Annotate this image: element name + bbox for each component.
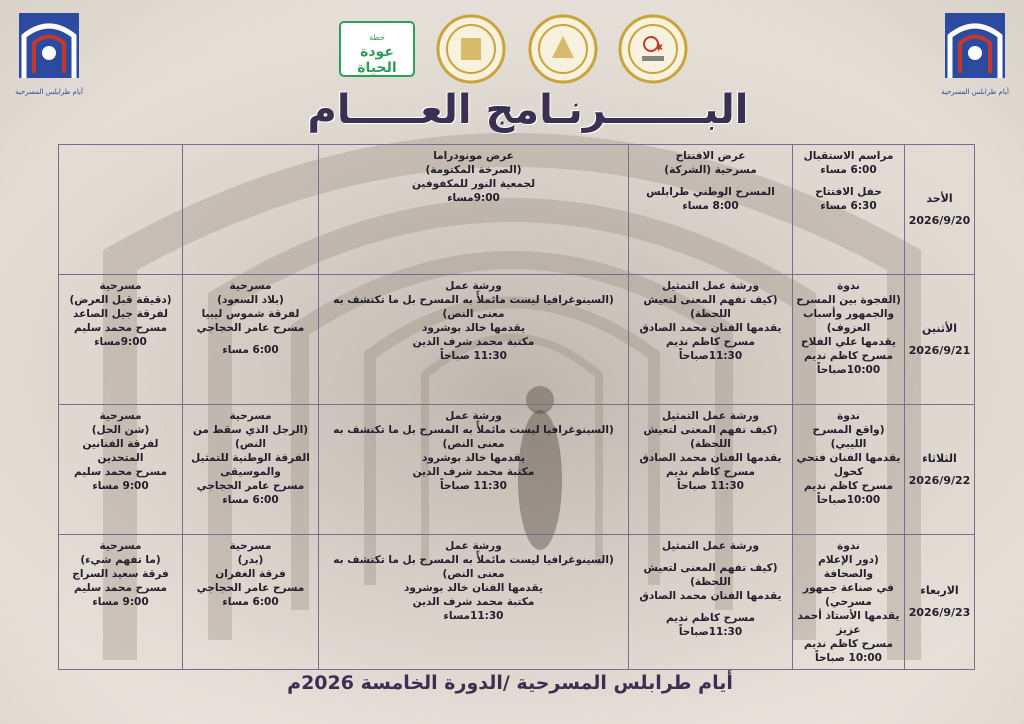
event-line: حفل الافتتاح (815, 186, 882, 198)
svg-text:عودة: عودة (360, 44, 394, 60)
event-line: لفرقة شموس ليبيا (201, 308, 300, 320)
event-line: 6:00 مساء (222, 494, 279, 506)
event-line: (ما تفهم شيء) (80, 554, 161, 566)
event-cell (59, 535, 183, 670)
event-line: لفرقة الفنانين المتحدين (82, 438, 159, 464)
day-name: الأثنين (922, 321, 957, 335)
event-line: عزيز (836, 624, 861, 636)
event-line: يقدمها علي الفلاح (801, 336, 896, 348)
emblem-seal-2 (528, 14, 598, 84)
event-line: ورشة عمل التمثيل (662, 410, 759, 422)
event-line: مسرحية (99, 280, 142, 292)
event-line: 9:00 مساء (92, 480, 149, 492)
event-line: (الرجل الذي سقط من (192, 424, 309, 436)
event-cell (59, 275, 183, 405)
day-cell (905, 145, 975, 275)
event-cell (629, 535, 793, 670)
event-line: (كيف تفهم المعنى لتعيش اللحظة) (643, 562, 778, 588)
event-line: مسرح كاظم نديم (804, 350, 893, 362)
event-line: 11:30 صباحاً (440, 480, 507, 492)
event-line: ورشة عمل التمثيل (662, 540, 759, 552)
campaign-logo (338, 20, 416, 78)
svg-text:خطة: خطة (369, 33, 385, 42)
event-line: مسرحية (229, 280, 272, 292)
event-line: مسرحي) (825, 596, 872, 608)
schedule-table (58, 144, 975, 670)
event-line: والجمهور وأسباب (802, 308, 895, 320)
event-line: (دقيقة قبل العرض) (69, 294, 172, 306)
day-cell (905, 405, 975, 535)
event-line: ورشة عمل (445, 280, 502, 292)
event-line: مسرحية (229, 410, 272, 422)
event-line: والموسيقى (220, 466, 281, 478)
event-line: (السينوغرافيا ليست مائملأً به المسرح بل ما تكتشف به معنى النص) (333, 294, 614, 320)
event-line: 11:30صباحاً (678, 626, 743, 638)
event-line: عرض مونودراما (433, 150, 514, 162)
event-line: 6:00 مساء (222, 344, 279, 356)
emblem-seal-1 (436, 14, 506, 84)
day-date: 2026/9/22 (908, 473, 971, 487)
event-line: مكتبة محمد شرف الدين (412, 336, 535, 348)
day-name: الاربعاء (920, 584, 959, 597)
event-cell (183, 405, 319, 535)
event-line: (بدر) (237, 554, 264, 566)
event-line: مكتبة محمد شرف الدين (412, 596, 535, 608)
event-line: 10:00صباحاً (816, 364, 881, 376)
event-line: مسرح كاظم نديم (666, 336, 755, 348)
event-line: ندوة (837, 280, 860, 292)
left-logo-caption: أيام طرابلس المسرحية (15, 88, 83, 96)
event-line: مسرح كاظم نديم (666, 466, 755, 478)
event-line: مسرح كاظم نديم (666, 612, 755, 624)
event-line: 9:00مساء (447, 192, 500, 204)
event-line: فرقة سعيد السراج (72, 568, 169, 580)
event-cell (183, 275, 319, 405)
day-date: 2026/9/20 (908, 213, 971, 227)
event-line: مسرح كاظم نديم (804, 480, 893, 492)
schedule-row (59, 275, 975, 405)
event-line: (كيف تفهم المعنى لتعيش اللحظة) (643, 424, 778, 450)
event-cell (793, 535, 905, 670)
event-line: مكتبة محمد شرف الدين (412, 466, 535, 478)
event-line: النص) (235, 438, 266, 450)
event-line: 9:00مساء (94, 336, 147, 348)
event-line: (السينوغرافيا ليست مائملأً به المسرح بل ما تكتشف به معنى النص) (333, 554, 614, 580)
event-line: يقدمها الفنان خالد بوشرود (403, 582, 543, 594)
event-line: 6:00 مساء (820, 164, 877, 176)
event-cell (629, 275, 793, 405)
schedule-row (59, 405, 975, 535)
event-line: يقدمها خالد بوشرود (421, 322, 526, 334)
event-line: مسرح محمد سليم (74, 582, 167, 594)
event-line: يقدمها الفنان محمد الصادق (639, 322, 782, 334)
event-line: (كيف تفهم المعنى لتعيش اللحظة) (643, 294, 778, 320)
event-line: ورشة عمل التمثيل (662, 280, 759, 292)
event-line: (بلاد السعود) (217, 294, 284, 306)
event-line: (دور الإعلام والصحافة (818, 554, 879, 580)
event-cell (629, 145, 793, 275)
event-line: العزوف) (826, 322, 871, 334)
day-date: 2026/9/21 (908, 343, 971, 357)
event-cell (793, 145, 905, 275)
day-name: الثلاثاء (922, 451, 957, 465)
event-line: 8:00 مساء (682, 200, 739, 212)
event-line: في صناعة جمهور (803, 582, 894, 594)
event-line: الفرقة الوطنية للتمثيل (191, 452, 310, 464)
event-line: مسرح عامر الحجاجي (196, 582, 305, 594)
event-line: 11:30 صباحاً (677, 480, 744, 492)
event-line: ندوة (837, 410, 860, 422)
event-cell (59, 145, 183, 275)
event-line: 9:00 مساء (92, 596, 149, 608)
event-line: مسرحية (229, 540, 272, 552)
event-cell (319, 405, 629, 535)
event-cell (793, 275, 905, 405)
event-line: (شن الحل) (91, 424, 150, 436)
day-name: الأحد (926, 191, 953, 205)
event-cell (183, 535, 319, 670)
event-line: يقدمها خالد بوشرود (421, 452, 526, 464)
event-line: يقدمها الفنان محمد الصادق (639, 590, 782, 602)
event-line: عرض الافتتاح (675, 150, 746, 162)
event-cell (319, 275, 629, 405)
event-line: فرقة الغفران (215, 568, 286, 580)
event-line: 10:00صباحاً (816, 494, 881, 506)
emblem-seal-3 (618, 14, 688, 84)
day-date: 2026/9/23 (908, 606, 971, 619)
schedule-row (59, 535, 975, 670)
event-line: ورشة عمل (445, 410, 502, 422)
event-line: مسرحية (99, 540, 142, 552)
day-cell (905, 535, 975, 670)
event-line: (الفجوة بين المسرح (796, 294, 901, 306)
event-line: (واقع المسرح الليبي) (812, 424, 885, 450)
event-line: يقدمها الأستاذ أحمد (797, 610, 900, 622)
event-line: مراسم الاستقبال (803, 150, 894, 162)
event-line: 11:30 صباحاً (440, 350, 507, 362)
event-line: لفرقة جيل الصاعد (73, 308, 168, 320)
event-line: مسرح محمد سليم (74, 466, 167, 478)
svg-text:الحياة: الحياة (357, 60, 397, 76)
event-line: 6:00 مساء (222, 596, 279, 608)
event-cell (183, 145, 319, 275)
day-cell (905, 275, 975, 405)
schedule-row (59, 145, 975, 275)
event-cell (319, 535, 629, 670)
event-line: لجمعية النور للمكفوفين (411, 178, 536, 190)
event-line: ندوة (837, 540, 860, 552)
event-line: مسرحية (الشركة) (664, 164, 757, 176)
event-line: مسرحية (99, 410, 142, 422)
event-cell (319, 145, 629, 275)
event-line: مسرح محمد سليم (74, 322, 167, 334)
event-line: (الصرخة المكتومة) (425, 164, 522, 176)
event-line: 11:30مساء (443, 610, 504, 622)
event-line: ورشة عمل (445, 540, 502, 552)
event-cell (793, 405, 905, 535)
event-line: كحول (833, 466, 864, 478)
event-line: يقدمها الفنان فتحي (796, 452, 901, 464)
right-logo-caption: أيام طرابلس المسرحية (941, 88, 1009, 96)
event-line: مسرح عامر الحجاجي (196, 480, 305, 492)
event-line: يقدمها الفنان محمد الصادق (639, 452, 782, 464)
event-line: 6:30 مساء (820, 200, 877, 212)
event-cell (629, 405, 793, 535)
event-line: 11:30صباحاً (678, 350, 743, 362)
event-line: 10:00 صباحاً (815, 652, 882, 664)
festival-logo-left (14, 8, 84, 103)
event-line: مسرح كاظم نديم (804, 638, 893, 650)
event-line: المسرح الوطني طرابلس (646, 186, 775, 198)
event-line: (السينوغرافيا ليست مائملأً به المسرح بل ما تكتشف به معنى النص) (333, 424, 614, 450)
festival-logo-right (940, 8, 1010, 103)
footer-edition-text: أيام طرابلس المسرحية /الدورة الخامسة 2026م (287, 672, 733, 694)
page-title: البـــــــرنـامج العـــــام (307, 87, 749, 133)
event-line: مسرح عامر الحجاجي (196, 322, 305, 334)
event-cell (59, 405, 183, 535)
